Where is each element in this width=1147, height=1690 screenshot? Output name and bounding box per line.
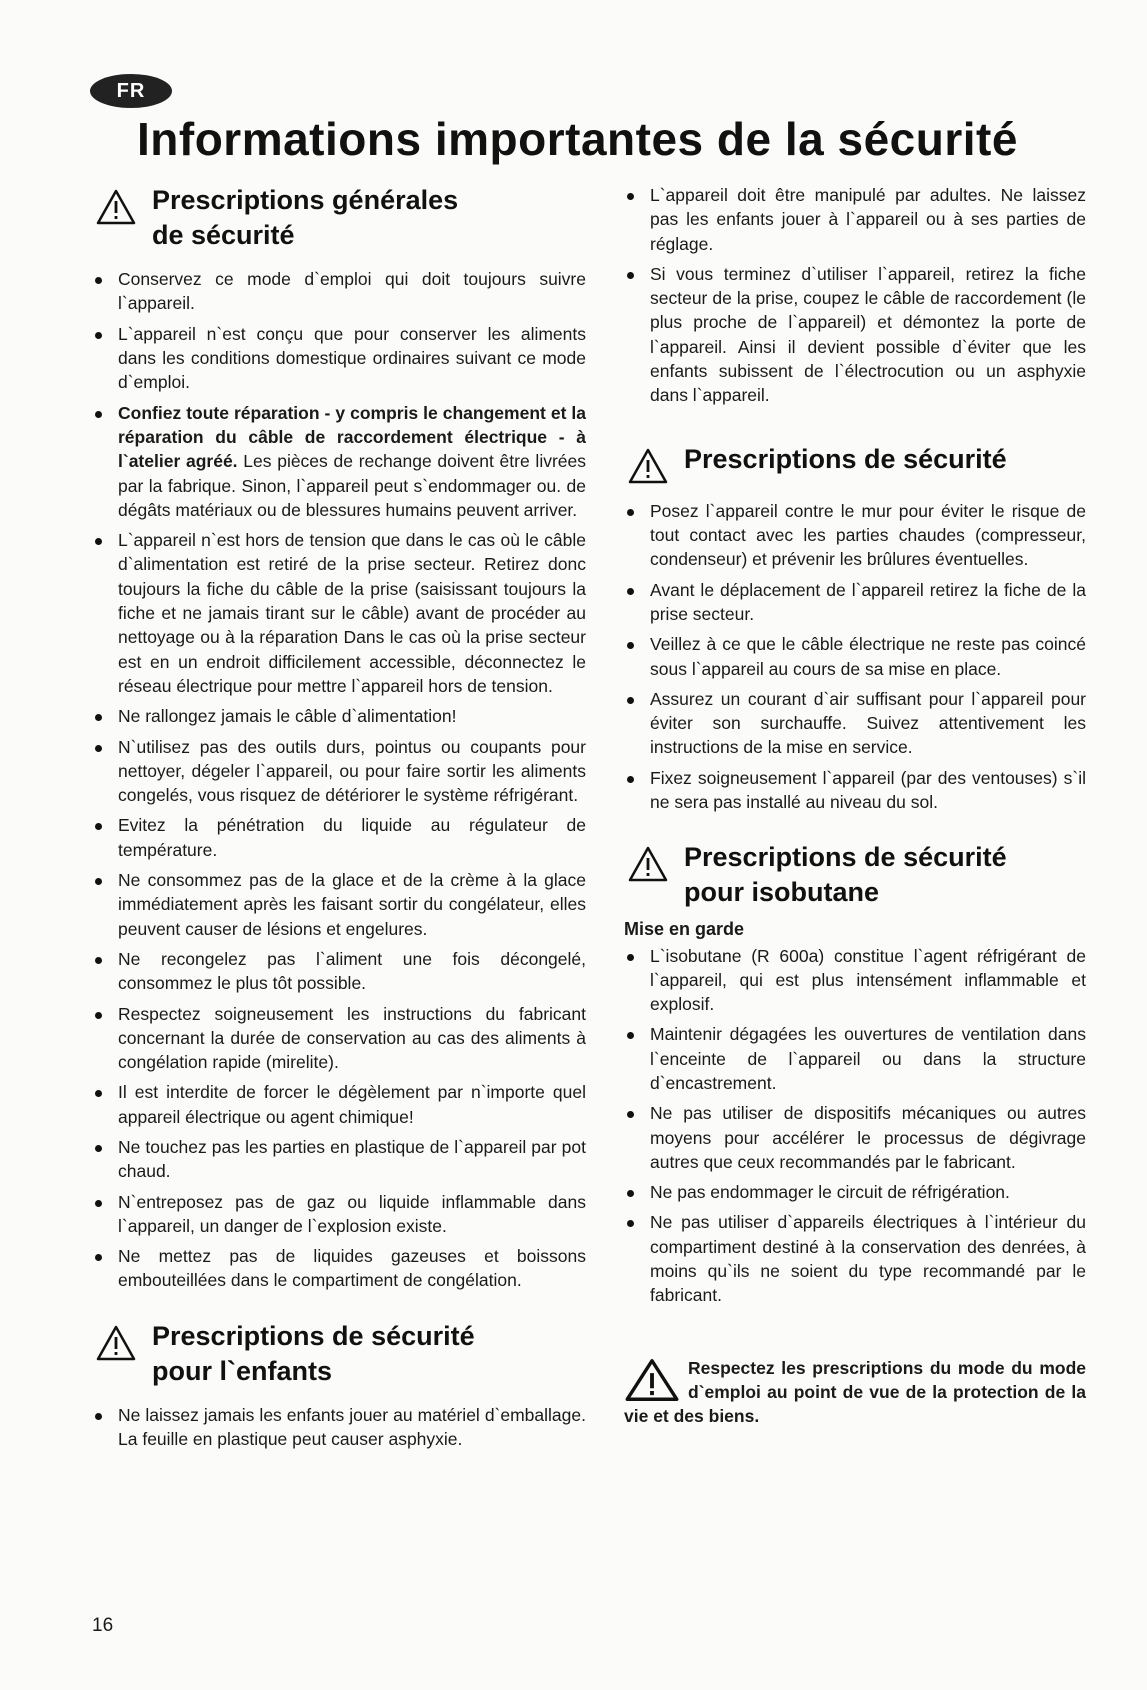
warning-triangle-icon bbox=[628, 448, 668, 484]
right-column bbox=[624, 183, 1086, 1428]
section-title: Prescriptions de sécurité bbox=[684, 443, 1007, 474]
list-item: Ne laissez jamais les enfants jouer au matériel d`emballage. La feuille en plastique peut causer asphyxie. bbox=[92, 1403, 586, 1452]
list-item: Ne recongelez pas l`aliment une fois décongelé, consommez le plus tôt possible. bbox=[92, 947, 586, 996]
list-item: Ne pas utiliser de dispositifs mécaniques ou autres moyens pour accélérer le processus de dégivrage autres que ceux recommandés par le fabricant. bbox=[624, 1101, 1086, 1174]
list-item: Veillez à ce que le câble électrique ne reste pas coincé sous l`appareil au cours de sa mise en place. bbox=[624, 632, 1086, 681]
section-children-safety bbox=[92, 1319, 586, 1452]
children-safety-list bbox=[92, 1403, 586, 1452]
list-item: N`utilisez pas des outils durs, pointus ou coupants pour nettoyer, dégeler l`appareil, ou pour faire sortir les aliments congelés, vous risquez de détériorer le système réfrigérant. bbox=[92, 735, 586, 808]
warning-triangle-icon bbox=[96, 189, 136, 225]
repair-text: Les pièces de rechange doivent être livrées par la fabrique. Sinon, l`appareil peut s`endommager ou. de dégâts matériaux ou de blessures humains peuvent arriver. bbox=[118, 451, 587, 520]
safety-list bbox=[624, 499, 1086, 815]
general-safety-list bbox=[92, 267, 586, 1293]
list-item: L`isobutane (R 600a) constitue l`agent réfrigérant de l`appareil, qui est plus intensément inflammable et explosif. bbox=[624, 944, 1086, 1017]
final-warning-text: Respectez les prescriptions du mode du mode d`emploi au point de vue de la protection de la vie et des biens. bbox=[624, 1357, 1086, 1426]
page-number: 16 bbox=[92, 1615, 114, 1636]
page-title: Informations importantes de la sécurité bbox=[137, 113, 1018, 165]
section-isobutane bbox=[624, 840, 1086, 1307]
list-item: L`appareil n`est hors de tension que dans le cas où le câble d`alimentation est retiré de la prise secteur. Retirez donc toujours la fiche du câble de la prise (saisissant toujours la fiche et ne jamais tirant sur le câble) avant de procéder au nettoyage ou à la réparation Dans le cas où la prise secteur est en un endroit difficilement accessible, déconnectez le réseau électrique pour mettre l`appareil hors de tension. bbox=[92, 528, 586, 698]
list-item: Posez l`appareil contre le mur pour éviter le risque de tout contact avec les parties chaudes (compresseur, condenseur) et prévenir les brûlures éventuelles. bbox=[624, 499, 1086, 572]
children-continued-list bbox=[624, 183, 1086, 408]
list-item: Ne pas endommager le circuit de réfrigération. bbox=[624, 1180, 1086, 1204]
list-item: Ne rallongez jamais le câble d`alimentation! bbox=[92, 704, 586, 728]
repair-bold-text: Confiez toute réparation - y compris le changement et la réparation du câble de raccordement électrique - à l`atelier agréé. bbox=[118, 402, 586, 472]
section-title-line-2: pour l`enfants bbox=[152, 1355, 332, 1386]
list-item: N`entreposez pas de gaz ou liquide inflammable dans l`appareil, un danger de l`explosion existe. bbox=[92, 1190, 586, 1239]
list-item: Maintenir dégagées les ouvertures de ventilation dans l`enceinte de l`appareil ou dans la structure d`encastrement. bbox=[624, 1022, 1086, 1095]
section-safety bbox=[624, 442, 1086, 815]
section-general-safety bbox=[92, 183, 586, 1293]
section-heading bbox=[624, 442, 1086, 477]
list-item: Ne pas utiliser d`appareils électriques à l`intérieur du compartiment destiné à la conservation des denrées, à moins qu`ils ne soient du type recommandé par le fabricant. bbox=[624, 1210, 1086, 1307]
list-item: Ne consommez pas de la glace et de la crème à la glace immédiatement après les faisant sortir du congélateur, elles peuvent causer de lésions et engelures. bbox=[92, 868, 586, 941]
list-item: Evitez la pénétration du liquide au régulateur de température. bbox=[92, 813, 586, 862]
list-item: L`appareil doit être manipulé par adultes. Ne laissez pas les enfants jouer à l`appareil ou à ses parties de réglage. bbox=[624, 183, 1086, 256]
section-heading bbox=[92, 1319, 586, 1389]
list-item: Fixez soigneusement l`appareil (par des ventouses) s`il ne sera pas installé au niveau du sol. bbox=[624, 766, 1086, 815]
section-heading bbox=[92, 183, 586, 253]
list-item: Conservez ce mode d`emploi qui doit toujours suivre l`appareil. bbox=[92, 267, 586, 316]
warning-triangle-icon bbox=[628, 846, 668, 882]
list-item: Il est interdite de forcer le dégèlement par n`importe quel appareil électrique ou agent chimique! bbox=[92, 1080, 586, 1129]
list-item: Si vous terminez d`utiliser l`appareil, retirez la fiche secteur de la prise, coupez le câble de raccordement (le plus proche de l`appareil) et démontez la porte de l`appareil. Ainsi il devient possible d`éviter que les enfants subissent de l`électrocution ou un asphyxie dans l`appareil. bbox=[624, 262, 1086, 408]
section-title-line-2: de sécurité bbox=[152, 220, 295, 251]
section-title: Prescriptions générales bbox=[152, 185, 459, 215]
section-subtitle: Mise en garde bbox=[624, 918, 745, 939]
left-column bbox=[92, 183, 586, 1458]
section-heading bbox=[624, 840, 1086, 910]
section-title: Prescriptions de sécurité bbox=[684, 842, 1007, 873]
warning-triangle-icon bbox=[624, 1358, 680, 1402]
list-item: Avant le déplacement de l`appareil retirez la fiche de la prise secteur. bbox=[624, 578, 1086, 627]
section-title-line-2: pour isobutane bbox=[684, 877, 879, 908]
warning-triangle-icon bbox=[96, 1325, 136, 1361]
section-title: Prescriptions de sécurité bbox=[152, 1320, 475, 1351]
list-item: Ne touchez pas les parties en plastique de l`appareil par pot chaud. bbox=[92, 1135, 586, 1184]
list-item: Assurez un courant d`air suffisant pour l`appareil pour éviter son surchauffe. Suivez attentivement les instructions de la mise en service. bbox=[624, 687, 1086, 760]
list-item: Ne mettez pas de liquides gazeuses et boissons embouteillées dans le compartiment de congélation. bbox=[92, 1244, 586, 1293]
list-item-repair bbox=[92, 401, 586, 522]
list-item: Respectez soigneusement les instructions du fabricant concernant la durée de conservation au cas des aliments à congélation rapide (mirelite). bbox=[92, 1002, 586, 1075]
language-badge: FR bbox=[90, 74, 172, 108]
isobutane-list bbox=[624, 944, 1086, 1308]
final-warning-note bbox=[624, 1356, 1086, 1428]
list-item: L`appareil n`est conçu que pour conserver les aliments dans les conditions domestique ordinaires suivant ce mode d`emploi. bbox=[92, 322, 586, 395]
